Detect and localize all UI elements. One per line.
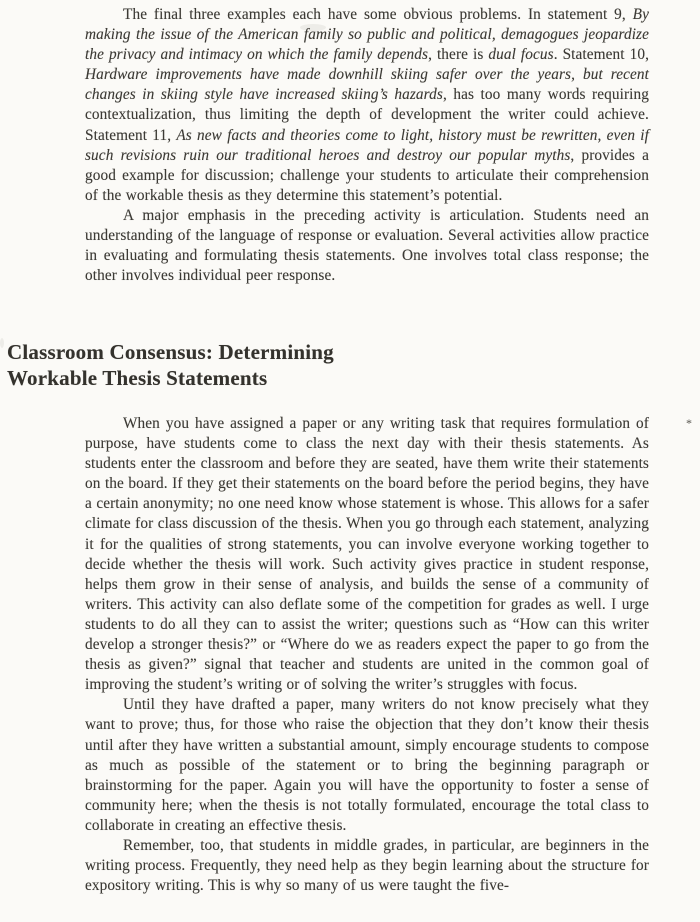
text-segment: dual focus xyxy=(488,46,554,64)
text-segment: , has too many words requiring contextualization, thus limiting the depth of development the writer could achieve. Statement 11, xyxy=(85,86,649,144)
text-segment: A major emphasis in the preceding activity is articulation. Students need an understanding of the language of response or evaluation. Several activities allow practice in evaluating and formulating thesis statements. One involves total class response; the other involves individual peer response. xyxy=(85,206,649,285)
text-segment: , there is xyxy=(428,46,489,64)
section-heading xyxy=(7,340,334,391)
text-segment: . Statement 10, xyxy=(553,46,650,64)
text-segment: Until they have drafted a paper, many writers do not know precisely what they want to prove; thus, for those who raise the objection that they don’t know their thesis until after they have written a substantial amount, simply encourage students to compose as much as possible of the statement or to bring the beginning paragraph or brainstorming for the paper. Again you will have the opportunity to foster a sense of community here; when the thesis is not totally formulated, encourage the total class to collaborate in creating an effective thesis. xyxy=(85,696,649,834)
text-segment: Hardware improvements have made downhill skiing safer over the years, but recent changes in skiing style have increased skiing’s hazards xyxy=(85,66,649,104)
paragraph xyxy=(85,206,649,286)
section-heading-line1: Classroom Consensus: Determining xyxy=(7,340,334,364)
text-segment: As new facts and theories come to light, history must be rewritten, even if such revisions ruin our traditional heroes and destroy our popular myths xyxy=(85,126,649,164)
scan-artifact-mark: * xyxy=(686,416,692,430)
text-segment: , provides a good example for discussion; challenge your students to articulate their comprehension of the workable thesis as they determine this statement’s potential. xyxy=(85,146,649,204)
paragraph xyxy=(85,414,649,695)
section-heading-line2: Workable Thesis Statements xyxy=(7,365,268,390)
text-segment: Remember, too, that students in middle grades, in particular, are beginners in the writing process. Frequently, they need help as they begin learning about the structure for expository writing. This is why so many of us were taught the five- xyxy=(85,836,649,895)
intro-section xyxy=(85,5,649,286)
paragraph xyxy=(85,695,649,836)
paragraph xyxy=(85,5,649,206)
scan-smudge xyxy=(0,338,4,348)
text-segment: When you have assigned a paper or any writing task that requires formulation of purpose, have students come to class the next day with their thesis statements. As students enter the classroom and before they are seated, have them write their statements on the board. If they get their statements on the board before the period begins, they have a certain anonymity; no one need know whose statement is whose. This allows for a safer climate for class discussion of the thesis. When you go through each statement, analyzing it for the qualities of strong statements, you can involve everyone working together to decide whether the thesis will work. Such activity gives practice in student response, helps them grow in their sense of analysis, and builds the sense of a community of writers. This activity can also deflate some of the competition for grades as well. I urge students to do all they can to assist the writer; questions such as “How can this writer develop a stronger thesis?” or “Where do we as readers expect the paper to go from the thesis as given?” signal that teacher and students are united in the common goal of improving the student’s writing or of solving the writer’s struggles with focus. xyxy=(85,415,649,694)
text-segment: The final three examples each have some obvious problems. In statement 9, xyxy=(123,6,633,23)
main-section xyxy=(85,414,649,896)
paragraph xyxy=(85,836,649,896)
text-segment: By making the issue of the American family so public and political, demagogues jeopardize the privacy and intimacy on which the family depends xyxy=(85,6,649,64)
